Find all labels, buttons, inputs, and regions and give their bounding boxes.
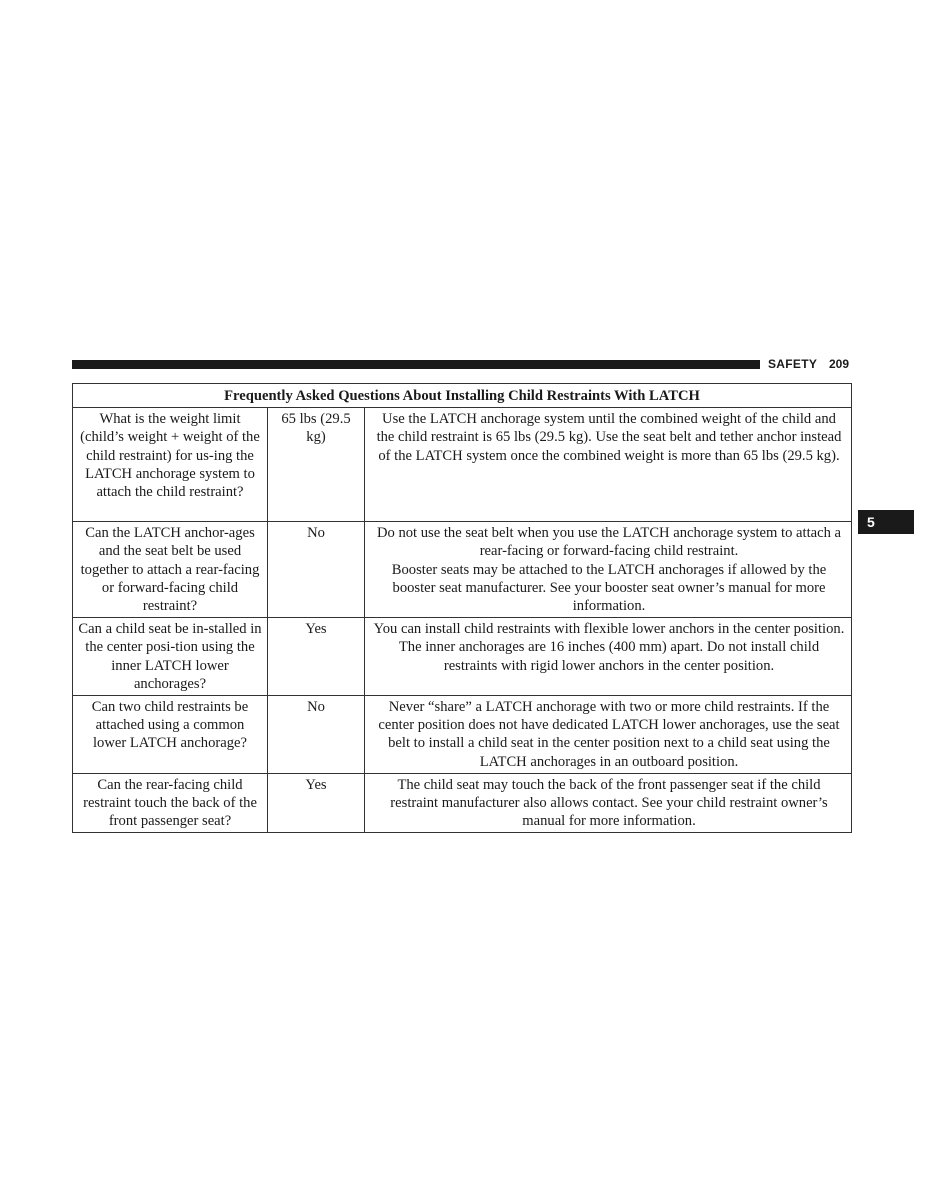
answer-cell (365, 522, 852, 618)
answer-paragraph: Never “share” a LATCH anchorage with two or more child restraints. If the center position does not have dedicated LATCH lower anchorages, use the seat belt to install a child seat in the center position next to a child seat using the LATCH anchorages in an outboard position. (378, 699, 840, 770)
answer-cell (365, 618, 852, 696)
latch-faq-table (72, 383, 852, 833)
answer-paragraph: Do not use the seat belt when you use the LATCH anchorage system to attach a rear-facing or forward-facing child restraint. (376, 525, 842, 560)
value-cell: Yes (268, 618, 365, 696)
table-title: Frequently Asked Questions About Installing Child Restraints With LATCH (73, 384, 852, 408)
table-row (73, 408, 852, 522)
answer-cell (365, 773, 852, 833)
question-cell: Can a child seat be in-stalled in the center posi-tion using the inner LATCH lower anchorages? (73, 618, 268, 696)
chapter-tab: 5 (858, 510, 914, 534)
page-number: 209 (829, 357, 850, 371)
answer-paragraph: The child seat may touch the back of the front passenger seat if the child restraint manufacturer also allows contact. See your child restraint owner’s manual for more information. (390, 776, 828, 830)
header-rule (72, 360, 760, 369)
table-row (73, 773, 852, 833)
table-row (73, 696, 852, 774)
value-cell: 65 lbs (29.5 kg) (268, 408, 365, 522)
answer-cell (365, 408, 852, 522)
question-cell: Can two child restraints be attached using a common lower LATCH anchorage? (73, 696, 268, 774)
question-cell: Can the LATCH anchor-ages and the seat belt be used together to attach a rear-facing or forward-facing child restraint? (73, 522, 268, 618)
table-header-row (73, 384, 852, 408)
value-cell: Yes (268, 773, 365, 833)
table-row (73, 522, 852, 618)
answer-paragraph: You can install child restraints with flexible lower anchors in the center position. The inner anchorages are 16 inches (400 mm) apart. Do not install child restraints with rigid lower anchors in the center position. (373, 621, 845, 674)
answer-paragraph: Use the LATCH anchorage system until the combined weight of the child and the child restraint is 65 lbs (29.5 kg). Use the seat belt and tether anchor instead of the LATCH system once the combined weight is more than 65 lbs (29.5 kg). (376, 411, 842, 464)
value-cell: No (268, 696, 365, 774)
question-cell: What is the weight limit (child’s weight + weight of the child restraint) for us-ing the LATCH anchorage system to attach the child restraint? (73, 408, 268, 522)
section-title: SAFETY (768, 357, 818, 371)
value-cell: No (268, 522, 365, 618)
table-row (73, 618, 852, 696)
answer-paragraph: Booster seats may be attached to the LATCH anchorages if allowed by the booster seat manufacturer. See your booster seat owner’s manual for more information. (391, 561, 827, 615)
answer-cell (365, 696, 852, 774)
question-cell: Can the rear-facing child restraint touch the back of the front passenger seat? (73, 773, 268, 833)
